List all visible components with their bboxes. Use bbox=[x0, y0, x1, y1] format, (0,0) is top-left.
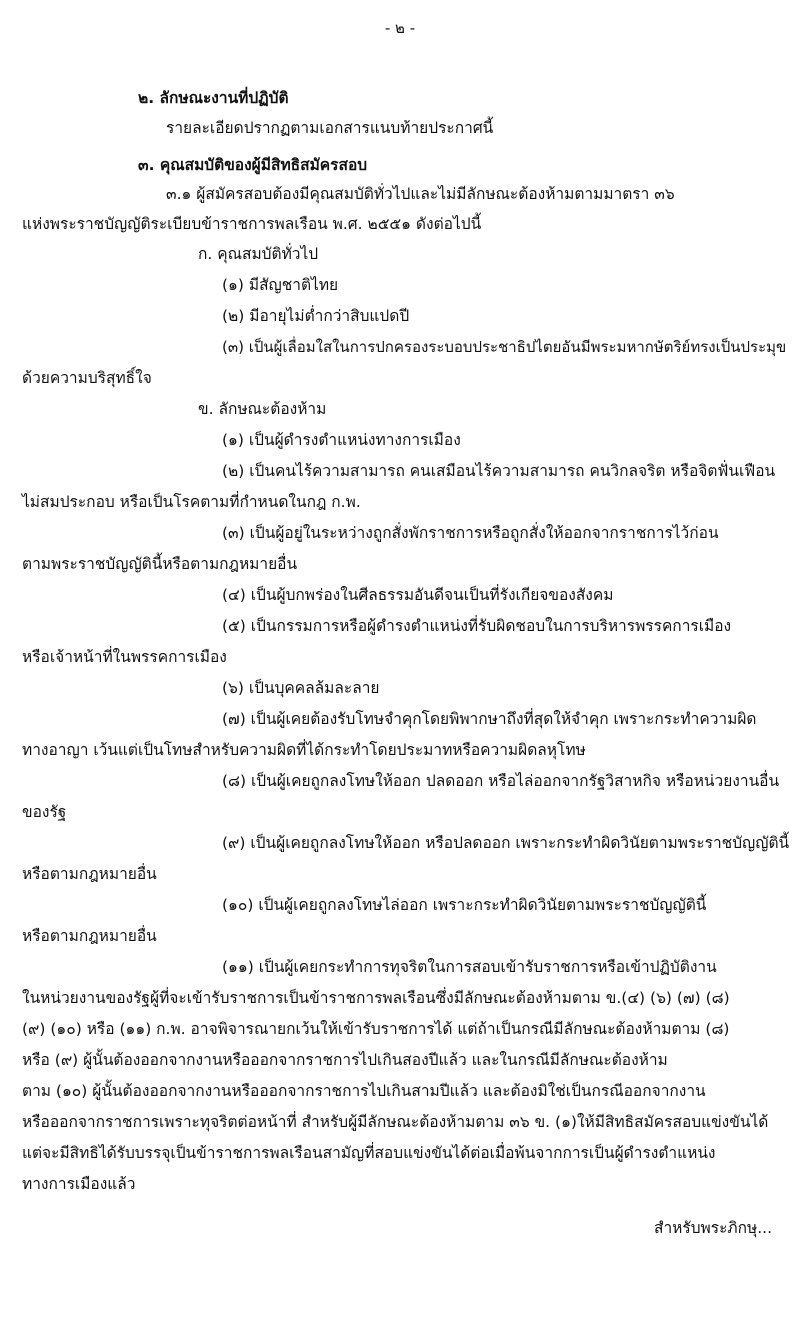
prohibited-item-11-line-7: แต่จะมีสิทธิได้รับบรรจุเป็นข้าราชการพลเรือนสามัญที่สอบแข่งขันได้ต่อเมื่อพ้นจากการเป็นผู้ดำรงตำแหน่ง bbox=[22, 1144, 716, 1162]
section-2-body: รายละเอียดปรากฏตามเอกสารแนบท้ายประกาศนี้ bbox=[166, 119, 494, 137]
prohibited-item-3-line-1: (๓) เป็นผู้อยู่ในระหว่างถูกสั่งพักราชการหรือถูกสั่งให้ออกจากราชการไว้ก่อน bbox=[222, 524, 719, 542]
general-item-2: (๒) มีอายุไม่ต่ำกว่าสิบแปดปี bbox=[222, 307, 410, 325]
prohibited-item-7-line-1: (๗) เป็นผู้เคยต้องรับโทษจำคุกโดยพิพากษาถึงที่สุดให้จำคุก เพราะกระทำความผิด bbox=[222, 710, 757, 728]
prohibited-item-3-line-2: ตามพระราชบัญญัตินี้หรือตามกฎหมายอื่น bbox=[22, 555, 298, 573]
prohibited-heading: ข. ลักษณะต้องห้าม bbox=[198, 400, 327, 418]
prohibited-item-2-line-2: ไม่สมประกอบ หรือเป็นโรคตามที่กำหนดในกฎ ก.พ. bbox=[22, 493, 361, 511]
prohibited-item-11-line-4: หรือ (๙) ผู้นั้นต้องออกจากงานหรือออกจากราชการไปเกินสองปีแล้ว และในกรณีมีลักษณะต้องห้าม bbox=[22, 1051, 668, 1069]
prohibited-item-8-line-2: ของรัฐ bbox=[22, 803, 67, 821]
section-3-intro-line-1: ๓.๑ ผู้สมัครสอบต้องมีคุณสมบัติทั่วไปและไม่มีลักษณะต้องห้ามตามมาตรา ๓๖ bbox=[166, 185, 675, 203]
prohibited-item-10-line-2: หรือตามกฎหมายอื่น bbox=[22, 927, 157, 945]
prohibited-item-5-line-1: (๕) เป็นกรรมการหรือผู้ดำรงตำแหน่งที่รับผิดชอบในการบริหารพรรคการเมือง bbox=[222, 617, 732, 635]
section-3-intro-line-2: แห่งพระราชบัญญัติระเบียบข้าราชการพลเรือน พ.ศ. ๒๕๕๑ ดังต่อไปนี้ bbox=[22, 215, 482, 233]
prohibited-item-1: (๑) เป็นผู้ดำรงตำแหน่งทางการเมือง bbox=[222, 431, 461, 449]
section-3-heading: ๓. คุณสมบัติของผู้มีสิทธิสมัครสอบ bbox=[138, 156, 368, 174]
prohibited-item-8-line-1: (๘) เป็นผู้เคยถูกลงโทษให้ออก ปลดออก หรือไล่ออกจากรัฐวิสาหกิจ หรือหน่วยงานอื่น bbox=[222, 772, 780, 790]
prohibited-item-11-line-1: (๑๑) เป็นผู้เคยกระทำการทุจริตในการสอบเข้ารับราชการหรือเข้าปฏิบัติงาน bbox=[222, 958, 717, 976]
prohibited-item-11-line-2: ในหน่วยงานของรัฐผู้ที่จะเข้ารับราชการเป็นข้าราชการพลเรือนซึ่งมีลักษณะต้องห้ามตาม ข.(๔) (๖) (๗) (๘) bbox=[22, 989, 730, 1007]
prohibited-item-6: (๖) เป็นบุคคลล้มละลาย bbox=[222, 679, 380, 697]
prohibited-item-2-line-1: (๒) เป็นคนไร้ความสามารถ คนเสมือนไร้ความสามารถ คนวิกลจริต หรือจิตฟั่นเฟือน bbox=[222, 462, 776, 480]
general-item-1: (๑) มีสัญชาติไทย bbox=[222, 276, 339, 294]
prohibited-item-11-line-5: ตาม (๑๐) ผู้นั้นต้องออกจากงานหรือออกจากราชการไปเกินสามปีแล้ว และต้องมิใช่เป็นกรณีออกจากงาน bbox=[22, 1082, 706, 1100]
general-item-3-line-2: ด้วยความบริสุทธิ์ใจ bbox=[22, 369, 152, 387]
prohibited-item-9-line-2: หรือตามกฎหมายอื่น bbox=[22, 865, 157, 883]
section-2-heading: ๒. ลักษณะงานที่ปฏิบัติ bbox=[138, 89, 289, 107]
prohibited-item-7-line-2: ทางอาญา เว้นแต่เป็นโทษสำหรับความผิดที่ได้กระทำโดยประมาทหรือความผิดลหุโทษ bbox=[22, 741, 586, 759]
prohibited-item-11-line-3: (๙) (๑๐) หรือ (๑๑) ก.พ. อาจพิจารณายกเว้นให้เข้ารับราชการได้ แต่ถ้าเป็นกรณีมีลักษณะต้องห้ามตาม (๘) bbox=[22, 1020, 730, 1038]
prohibited-item-10-line-1: (๑๐) เป็นผู้เคยถูกลงโทษไล่ออก เพราะกระทำผิดวินัยตามพระราชบัญญัตินี้ bbox=[222, 896, 707, 914]
general-item-3-line-1: (๓) เป็นผู้เลื่อมใสในการปกครองระบอบประชาธิปไตยอันมีพระมหากษัตริย์ทรงเป็นประมุข bbox=[222, 338, 787, 356]
prohibited-item-11-line-8: ทางการเมืองแล้ว bbox=[22, 1175, 136, 1193]
prohibited-item-11-line-6: หรือออกจากราชการเพราะทุจริตต่อหน้าที่ สำหรับผู้มีลักษณะต้องห้ามตาม ๓๖ ข. (๑)ให้มีสิทธิสมัครสอบแข่งขันได้ bbox=[22, 1113, 769, 1131]
page-number: - ๒ - bbox=[384, 19, 416, 37]
continuation-note: สำหรับพระภิกษุ... bbox=[653, 1219, 772, 1237]
prohibited-item-9-line-1: (๙) เป็นผู้เคยถูกลงโทษให้ออก หรือปลดออก เพราะกระทำผิดวินัยตามพระราชบัญญัตินี้ bbox=[222, 834, 790, 852]
general-qualifications-heading: ก. คุณสมบัติทั่วไป bbox=[198, 245, 319, 263]
prohibited-item-4: (๔) เป็นผู้บกพร่องในศีลธรรมอันดีจนเป็นที่รังเกียจของสังคม bbox=[222, 586, 614, 604]
prohibited-item-5-line-2: หรือเจ้าหน้าที่ในพรรคการเมือง bbox=[22, 648, 227, 666]
